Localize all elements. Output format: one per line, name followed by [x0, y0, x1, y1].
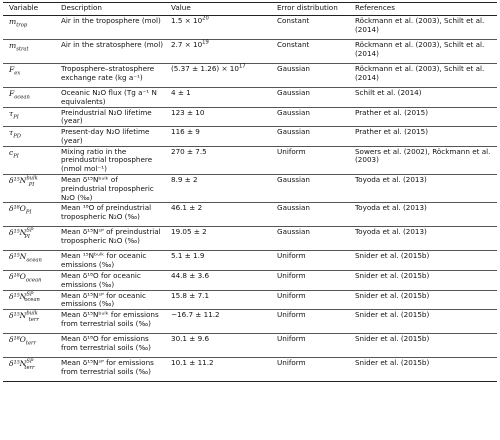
table-row: [3, 334, 497, 358]
value-text: 2.7 × 10: [171, 40, 203, 49]
variable-subscript: terr: [28, 316, 39, 323]
cell-value: [168, 64, 274, 88]
variable-subscript: PD: [13, 133, 21, 140]
variable-symbol: m: [9, 17, 17, 26]
cell-description: Air in the stratosphere (mol): [61, 40, 164, 49]
cell-description: Mean δ¹⁸O for emissions from terrestrial soils (‰): [61, 334, 151, 352]
cell-variable: [3, 203, 58, 227]
cell-value: [168, 358, 274, 382]
cell-error-distribution: Gaussian: [277, 107, 310, 117]
cell-value: [168, 107, 274, 127]
table-row: [3, 270, 497, 290]
cell-variable: [3, 334, 58, 358]
value-text: 8.9 ± 2: [171, 175, 198, 185]
variable-subscript: ocean: [14, 94, 30, 101]
cell-error-distribution: Uniform: [277, 270, 306, 280]
header-row: [3, 3, 497, 16]
cell-variable: [3, 107, 58, 127]
cell-value: [168, 88, 274, 108]
cell-value: [168, 251, 274, 271]
table-row: [3, 127, 497, 147]
parameter-table: [3, 2, 497, 382]
variable-subscript: terr: [24, 364, 35, 371]
table-row: [3, 146, 497, 174]
variable-subscript: PI: [13, 153, 19, 160]
value-text: 270 ± 7.5: [171, 146, 207, 156]
cell-description: Troposphere–stratosphere exchange rate (kg a⁻¹): [61, 64, 155, 82]
header-error-distribution: Error distribution: [274, 3, 352, 16]
cell-error-distribution: Gaussian: [277, 203, 310, 213]
header-variable: Variable: [3, 3, 58, 16]
variable-symbol: τ: [9, 128, 14, 138]
variable-symbol: δ¹⁵N: [9, 252, 27, 262]
cell-value: [168, 290, 274, 310]
variable-subscript: strat: [16, 46, 29, 53]
cell-value: [168, 334, 274, 358]
variable-symbol: δ¹⁸O: [9, 271, 26, 281]
variable-superscript: SP: [26, 290, 34, 297]
header-references: References: [352, 3, 497, 16]
cell-error-distribution: Gaussian: [277, 127, 310, 137]
value-text: 116 ± 9: [171, 127, 200, 137]
table-row: [3, 88, 497, 108]
table-body: [3, 16, 497, 382]
variable-subscript: PI: [28, 181, 35, 188]
cell-error-distribution: Uniform: [277, 358, 306, 368]
cell-error-distribution: Uniform: [277, 146, 306, 156]
variable-subscript: ocean: [26, 257, 42, 264]
cell-references: Prather et al. (2015): [355, 127, 428, 137]
variable-subscript: PI: [25, 209, 32, 216]
variable-symbol: δ¹⁵N: [9, 176, 27, 186]
table-row: [3, 203, 497, 227]
variable-symbol: m: [9, 41, 17, 50]
variable-symbol: F: [9, 65, 15, 74]
cell-error-distribution: Gaussian: [277, 227, 310, 237]
cell-variable: [3, 146, 58, 174]
cell-description: Mean ¹⁵Nᵇᵘˡᵏ for oceanic emissions (‰): [61, 251, 147, 270]
cell-value: [168, 146, 274, 174]
cell-references: Toyoda et al. (2013): [355, 175, 427, 185]
cell-references: Sowers et al. (2002), Röckmann et al. (2003): [355, 146, 491, 165]
cell-error-distribution: Gaussian: [277, 88, 310, 97]
value-exponent: 20: [202, 15, 209, 22]
variable-superscript: bulk: [26, 175, 38, 182]
cell-description: Mean δ¹⁵Nᵇᵘˡᵏ for emissions from terrestrial soils (‰): [61, 310, 159, 328]
cell-description: Mean δ¹⁵Nᵇᵘˡᵏ of preindustrial tropospheric N₂O (‰): [61, 175, 154, 202]
cell-description: Mean ¹⁸O of preindustrial tropospheric N₂O (‰): [61, 203, 152, 222]
cell-error-distribution: Uniform: [277, 310, 306, 320]
cell-value: [168, 270, 274, 290]
cell-error-distribution: Uniform: [277, 334, 306, 344]
variable-symbol: δ¹⁸O: [9, 204, 26, 214]
cell-value: [168, 16, 274, 40]
cell-references: Toyoda et al. (2013): [355, 227, 427, 237]
cell-references: Toyoda et al. (2013): [355, 203, 427, 213]
cell-references: Röckmann et al. (2003), Schilt et al. (2014): [355, 16, 485, 34]
header-description: Description: [58, 3, 168, 16]
cell-references: Snider et al. (2015b): [355, 290, 430, 300]
value-text: (5.37 ± 1.26) × 10: [171, 64, 239, 73]
variable-subscript: ex: [14, 70, 21, 77]
cell-variable: [3, 16, 58, 40]
value-text: 30.1 ± 9.6: [171, 334, 210, 344]
cell-variable: [3, 88, 58, 108]
cell-references: Prather et al. (2015): [355, 107, 428, 117]
variable-symbol: c: [9, 147, 14, 157]
table-row: [3, 290, 497, 310]
cell-error-distribution: Uniform: [277, 290, 306, 300]
cell-variable: [3, 64, 58, 88]
value-exponent: 19: [202, 39, 209, 46]
cell-variable: [3, 175, 58, 203]
value-text: 46.1 ± 2: [171, 203, 203, 213]
value-text: −16.7 ± 11.2: [171, 310, 220, 320]
variable-subscript: ocean: [24, 297, 40, 304]
variable-symbol: δ¹⁸O: [9, 335, 26, 345]
table-row: [3, 64, 497, 88]
cell-description: Mean δ¹⁵Nˢᴾ of preindustrial tropospheric N₂O (‰): [61, 227, 161, 246]
cell-references: Snider et al. (2015b): [355, 310, 430, 320]
table-row: [3, 251, 497, 271]
variable-subscript: PI: [13, 114, 19, 121]
cell-error-distribution: Gaussian: [277, 175, 310, 185]
value-text: 19.05 ± 2: [171, 227, 207, 237]
variable-superscript: bulk: [26, 310, 38, 317]
value-exponent: 17: [238, 63, 246, 70]
cell-variable: [3, 358, 58, 382]
variable-subscript: trop: [16, 22, 28, 29]
cell-references: Snider et al. (2015b): [355, 270, 430, 280]
variable-symbol: δ¹⁵N: [9, 311, 27, 321]
table-row: [3, 40, 497, 64]
cell-variable: [3, 290, 58, 310]
cell-value: [168, 203, 274, 227]
table-row: [3, 310, 497, 334]
cell-description: Preindustrial N₂O lifetime (year): [61, 107, 152, 126]
cell-value: [168, 175, 274, 203]
cell-description: Mean δ¹⁵Nˢᴾ for oceanic emissions (‰): [61, 290, 146, 309]
variable-subscript: ocean: [25, 277, 42, 284]
cell-error-distribution: Constant: [277, 16, 310, 25]
parameter-table-figure: [0, 2, 500, 440]
variable-symbol: δ¹⁵N: [9, 291, 27, 301]
cell-references: Snider et al. (2015b): [355, 358, 430, 368]
cell-variable: [3, 251, 58, 271]
value-text: 15.8 ± 7.1: [171, 290, 210, 300]
cell-value: [168, 127, 274, 147]
variable-symbol: δ¹⁵N: [9, 228, 27, 238]
table-row: [3, 16, 497, 40]
cell-description: Air in the troposphere (mol): [61, 16, 161, 25]
variable-symbol: τ: [9, 108, 14, 118]
cell-references: Röckmann et al. (2003), Schilt et al. (2014): [355, 40, 485, 58]
variable-subscript: PI: [24, 233, 30, 240]
variable-symbol: F: [9, 89, 15, 98]
table-row: [3, 175, 497, 203]
cell-references: Schilt et al. (2014): [355, 88, 422, 97]
value-text: 44.8 ± 3.6: [171, 270, 210, 280]
value-text: 10.1 ± 11.2: [171, 358, 214, 368]
cell-description: Mean δ¹⁸O for oceanic emissions (‰): [61, 270, 141, 289]
table-row: [3, 227, 497, 251]
value-text: 5.1 ± 1.9: [171, 251, 205, 261]
cell-references: Snider et al. (2015b): [355, 334, 430, 344]
cell-description: Mixing ratio in the preindustrial troposphere (nmol mol⁻¹): [61, 146, 153, 174]
cell-variable: [3, 310, 58, 334]
cell-variable: [3, 40, 58, 64]
variable-superscript: SP: [26, 227, 34, 234]
cell-description: Present-day N₂O lifetime (year): [61, 127, 150, 145]
variable-symbol: δ¹⁵N: [9, 359, 27, 369]
cell-description: Oceanic N₂O flux (Tg a⁻¹ N equivalents): [61, 88, 157, 106]
table-row: [3, 107, 497, 127]
cell-variable: [3, 227, 58, 251]
cell-references: Röckmann et al. (2003), Schilt et al. (2014): [355, 64, 485, 82]
cell-error-distribution: Uniform: [277, 251, 306, 261]
table-row: [3, 358, 497, 382]
value-text: 123 ± 10: [171, 107, 205, 117]
header-value: Value: [168, 3, 274, 16]
cell-error-distribution: Constant: [277, 40, 310, 49]
cell-references: Snider et al. (2015b): [355, 251, 430, 261]
variable-superscript: SP: [26, 358, 34, 365]
cell-value: [168, 310, 274, 334]
value-text: 1.5 × 10: [171, 16, 203, 25]
cell-description: Mean δ¹⁵Nˢᴾ for emissions from terrestrial soils (‰): [61, 358, 154, 376]
cell-value: [168, 40, 274, 64]
table-header: [3, 3, 497, 16]
cell-error-distribution: Gaussian: [277, 64, 310, 73]
cell-value: [168, 227, 274, 251]
cell-variable: [3, 127, 58, 147]
cell-variable: [3, 270, 58, 290]
value-text: 4 ± 1: [171, 88, 191, 97]
variable-subscript: terr: [25, 340, 37, 347]
